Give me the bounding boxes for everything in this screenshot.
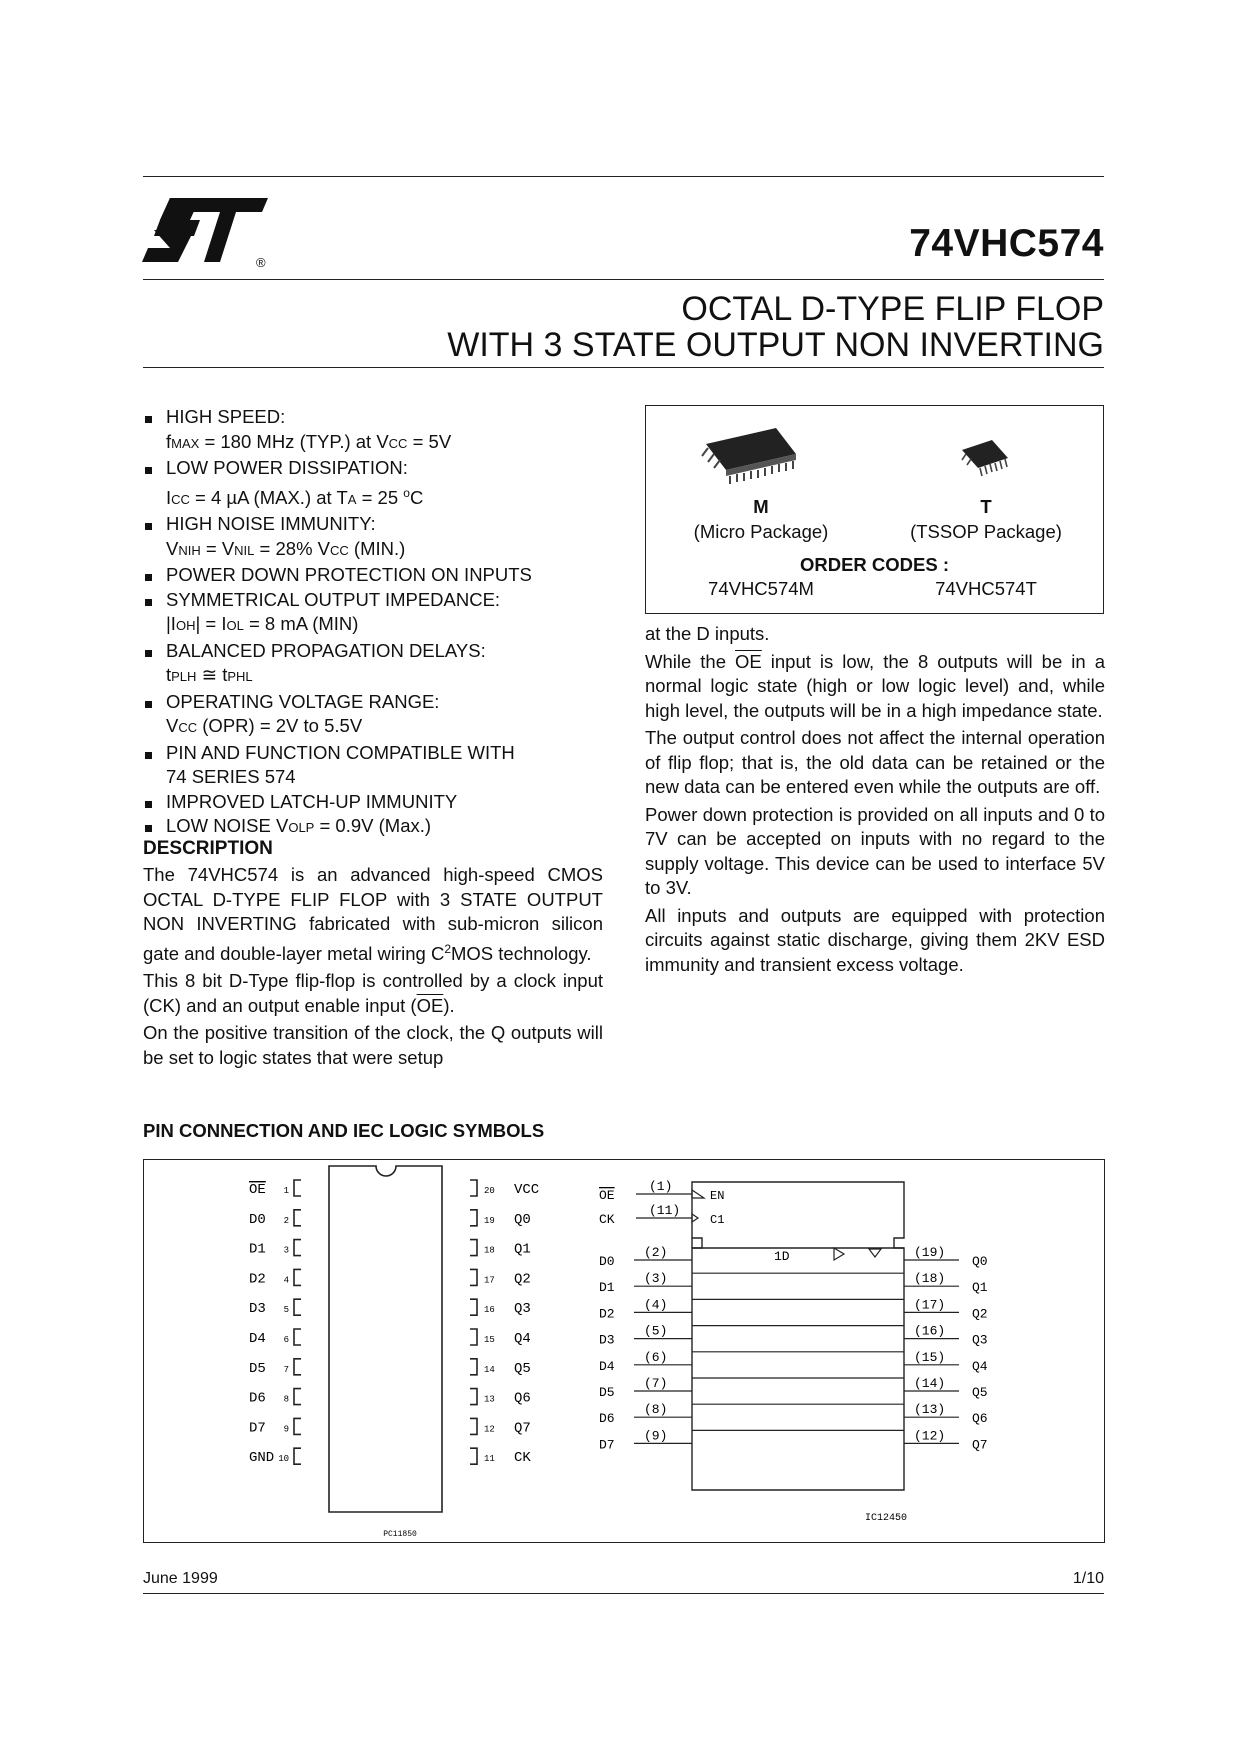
iec-input-number: (5) bbox=[644, 1323, 668, 1339]
pin-number-left: 9 bbox=[283, 1424, 289, 1435]
pin-name-right: Q4 bbox=[514, 1331, 531, 1347]
feature-item: IMPROVED LATCH-UP IMMUNITY bbox=[143, 790, 613, 815]
iec-data-output: Q4 bbox=[972, 1358, 988, 1374]
iec-data-input: D2 bbox=[599, 1306, 615, 1322]
iec-symbol-outline bbox=[692, 1182, 904, 1490]
pin-number-left: 1 bbox=[283, 1186, 289, 1196]
pin-stub bbox=[294, 1269, 301, 1285]
iec-data-input: D3 bbox=[599, 1332, 615, 1348]
pin-number-right: 17 bbox=[484, 1275, 495, 1286]
pin-stub bbox=[294, 1240, 301, 1256]
pin-name-left: D5 bbox=[249, 1360, 266, 1377]
iec-control-name: CK bbox=[599, 1212, 615, 1227]
description-paragraph-7: All inputs and outputs are equipped with protection circuits against static discharge, giving them 2KV ESD immunity and transient excess voltage. bbox=[645, 904, 1105, 975]
pin-stub bbox=[470, 1210, 477, 1226]
feature-item: PIN AND FUNCTION COMPATIBLE WITH bbox=[143, 741, 613, 766]
pin-name-left: D2 bbox=[249, 1271, 266, 1288]
feature-item: BALANCED PROPAGATION DELAYS: bbox=[143, 639, 613, 664]
pin-number-right: 15 bbox=[484, 1335, 495, 1345]
feature-item: POWER DOWN PROTECTION ON INPUTS bbox=[143, 563, 613, 588]
pin-stub bbox=[294, 1418, 301, 1434]
pin-name-right: Q1 bbox=[514, 1241, 531, 1258]
iec-control-label: C1 bbox=[710, 1213, 725, 1227]
footer-date: June 1999 bbox=[143, 1570, 218, 1587]
pin-name-right: Q6 bbox=[514, 1390, 531, 1407]
pin-diagrams-svg bbox=[144, 1160, 1104, 1542]
iec-data-input: D6 bbox=[599, 1411, 615, 1427]
feature-item: HIGH NOISE IMMUNITY: bbox=[143, 512, 613, 537]
feature-detail: tPLH ≅ tPHL bbox=[166, 664, 253, 686]
package-m-code: M bbox=[753, 496, 769, 517]
iec-data-output: Q5 bbox=[972, 1385, 988, 1400]
pin-number-right: 14 bbox=[484, 1364, 495, 1375]
iec-control-name: OE bbox=[599, 1188, 615, 1203]
description-paragraph-3-cont: at the D inputs. bbox=[645, 623, 770, 644]
package-box bbox=[645, 405, 1104, 614]
description-right-column bbox=[645, 622, 1105, 980]
pin-number-left: 6 bbox=[283, 1335, 289, 1345]
order-codes-title: ORDER CODES : bbox=[799, 554, 950, 575]
pin-stub bbox=[470, 1389, 477, 1405]
feature-item: HIGH SPEED: bbox=[143, 405, 613, 430]
description-heading: DESCRIPTION bbox=[143, 838, 273, 859]
iec-1d-label: 1D bbox=[774, 1249, 790, 1264]
pin-number-right: 19 bbox=[484, 1215, 495, 1226]
description-paragraph-6: Power down protection is provided on all inputs and 0 to 7V can be accepted on inputs with no regard to the supply voltage. This device can be used to interface 5V to 3V. bbox=[645, 803, 1105, 898]
pin-stub bbox=[294, 1299, 301, 1315]
pin-number-right: 16 bbox=[484, 1305, 495, 1316]
pin-name-left: D7 bbox=[249, 1420, 266, 1437]
iec-control-label: EN bbox=[710, 1189, 725, 1203]
iec-input-number: (7) bbox=[644, 1376, 668, 1391]
iec-input-number: (6) bbox=[644, 1349, 668, 1365]
feature-item: SYMMETRICAL OUTPUT IMPEDANCE: bbox=[143, 588, 613, 613]
pinout-code: PC11850 bbox=[383, 1530, 417, 1539]
pin-number-right: 12 bbox=[484, 1424, 495, 1435]
pin-stub bbox=[470, 1359, 477, 1375]
iec-data-input: D5 bbox=[599, 1385, 615, 1400]
feature-detail: |IOH| = IOL = 8 mA (MIN) bbox=[166, 613, 359, 635]
feature-item: OPERATING VOLTAGE RANGE: bbox=[143, 690, 613, 715]
iec-data-output: Q3 bbox=[972, 1332, 988, 1348]
iec-output-number: (12) bbox=[914, 1428, 946, 1444]
iec-output-number: (14) bbox=[914, 1376, 946, 1391]
pin-stub bbox=[294, 1329, 301, 1345]
iec-input-number: (3) bbox=[644, 1271, 668, 1287]
buffer-triangle-icon bbox=[834, 1248, 844, 1260]
pin-number-left: 5 bbox=[283, 1305, 289, 1316]
description-left-column bbox=[143, 863, 603, 1073]
top-rule bbox=[143, 176, 1104, 177]
pin-number-right: 11 bbox=[484, 1454, 495, 1465]
pin-stub bbox=[470, 1329, 477, 1345]
iec-output-number: (17) bbox=[914, 1297, 946, 1313]
pin-name-left: D1 bbox=[249, 1241, 266, 1258]
pin-stub bbox=[470, 1269, 477, 1285]
tssop-package-image bbox=[956, 434, 1016, 484]
pin-number-right: 18 bbox=[484, 1245, 495, 1256]
pin-stub bbox=[470, 1448, 477, 1464]
tristate-triangle-icon bbox=[869, 1249, 881, 1257]
pin-number-left: 8 bbox=[283, 1394, 289, 1405]
pin-number-left: 3 bbox=[283, 1245, 289, 1256]
description-paragraph-5: The output control does not affect the internal operation of flip flop; that is, the old data can be retained or the new data can be entered even while the outputs are off. bbox=[645, 727, 1105, 797]
iec-data-input: D0 bbox=[599, 1254, 615, 1269]
description-paragraph-1: The 74VHC574 is an advanced high-speed CMOS OCTAL D-TYPE FLIP FLOP with 3 STATE OUTPUT NON INVERTING fabricated with sub-micron silicon gate and double-layer metal wiring $C^2MOS$ technology. bbox=[143, 864, 603, 964]
package-m-name: (Micro Package) bbox=[693, 521, 829, 542]
iec-input-number: (2) bbox=[644, 1245, 668, 1260]
iec-input-number: (9) bbox=[644, 1428, 668, 1444]
part-number: 74VHC574 bbox=[909, 222, 1104, 265]
pin-number-right: 20 bbox=[484, 1186, 495, 1196]
iec-input-number: (8) bbox=[644, 1402, 668, 1418]
pin-stub bbox=[470, 1240, 477, 1256]
iec-data-output: Q7 bbox=[972, 1437, 988, 1453]
feature-detail: VNIH = VNIL = 28% VCC (MIN.) bbox=[166, 537, 406, 559]
pin-stub bbox=[294, 1359, 301, 1375]
title-line-2: WITH 3 STATE OUTPUT NON INVERTING bbox=[447, 326, 1104, 364]
iec-control-number: (11) bbox=[649, 1203, 681, 1218]
pin-name-left: GND bbox=[249, 1450, 275, 1467]
iec-data-input: D4 bbox=[599, 1358, 615, 1374]
title-rule bbox=[143, 367, 1104, 368]
iec-data-output: Q6 bbox=[972, 1411, 988, 1427]
pin-stub bbox=[294, 1389, 301, 1405]
iec-data-output: Q0 bbox=[972, 1254, 988, 1269]
order-code-t: 74VHC574T bbox=[935, 578, 1037, 599]
pin-name-right: Q2 bbox=[514, 1271, 531, 1288]
pin-name-left: OE bbox=[249, 1182, 266, 1198]
feature-item: LOW NOISE VOLP = 0.9V (Max.) bbox=[143, 814, 613, 841]
iec-data-output: Q2 bbox=[972, 1306, 988, 1322]
package-t-code: T bbox=[980, 496, 992, 517]
feature-detail: 74 SERIES 574 bbox=[166, 766, 296, 788]
pin-name-right: Q0 bbox=[514, 1211, 531, 1228]
chip-body bbox=[329, 1166, 442, 1512]
pin-name-left: D0 bbox=[249, 1211, 266, 1228]
pin-name-right: VCC bbox=[514, 1182, 540, 1198]
iec-output-number: (16) bbox=[914, 1323, 946, 1339]
pin-stub bbox=[470, 1418, 477, 1434]
features-list bbox=[143, 405, 613, 841]
pin-name-right: Q7 bbox=[514, 1420, 531, 1437]
pin-number-left: 4 bbox=[283, 1275, 289, 1286]
pin-stub bbox=[294, 1180, 301, 1196]
so-package-image bbox=[696, 424, 806, 490]
iec-code: IC12450 bbox=[864, 1513, 908, 1524]
pin-number-right: 13 bbox=[484, 1394, 495, 1405]
order-code-m: 74VHC574M bbox=[708, 578, 814, 599]
pin-number-left: 7 bbox=[283, 1364, 289, 1375]
footer-rule bbox=[143, 1593, 1104, 1594]
pin-stub bbox=[294, 1210, 301, 1226]
pin-name-right: Q3 bbox=[514, 1301, 531, 1318]
registered-mark: ® bbox=[256, 255, 266, 270]
iec-output-number: (15) bbox=[914, 1349, 946, 1365]
iec-output-number: (18) bbox=[914, 1271, 946, 1287]
feature-detail: fMAX = 180 MHz (TYP.) at VCC = 5V bbox=[166, 430, 452, 452]
feature-detail: ICC = 4 µA (MAX.) at TA = 25 $^o$C bbox=[166, 485, 424, 508]
description-paragraph-4: While the $\overline{OE}$ input is low, the 8 outputs will be in a normal logic state (high or low logic level) and, while high level, the outputs will be in a high impedance state. bbox=[645, 650, 1105, 721]
iec-data-input: D1 bbox=[599, 1280, 615, 1296]
pin-name-left: D6 bbox=[249, 1390, 266, 1407]
iec-data-output: Q1 bbox=[972, 1280, 988, 1296]
footer-page: 1/10 bbox=[1072, 1570, 1104, 1587]
feature-detail: VCC (OPR) = 2V to 5.5V bbox=[166, 715, 363, 737]
package-t-name: (TSSOP Package) bbox=[910, 521, 1062, 542]
iec-data-input: D7 bbox=[599, 1437, 615, 1453]
iec-output-number: (19) bbox=[914, 1245, 946, 1260]
iec-output-number: (13) bbox=[914, 1402, 946, 1418]
feature-item: LOW POWER DISSIPATION: bbox=[143, 456, 613, 481]
pins-section-heading: PIN CONNECTION AND IEC LOGIC SYMBOLS bbox=[143, 1120, 545, 1141]
description-paragraph-3: On the positive transition of the clock, the Q outputs will be set to logic states that were setup bbox=[143, 1022, 603, 1068]
header-rule bbox=[143, 279, 1104, 280]
pin-stub bbox=[294, 1448, 301, 1464]
pin-stub bbox=[470, 1299, 477, 1315]
title-line-1: OCTAL D-TYPE FLIP FLOP bbox=[681, 290, 1104, 328]
description-paragraph-2: This 8 bit D-Type flip-flop is controlled by a clock input (CK) and an output enable input $(\overline{OE})$. bbox=[143, 970, 603, 1016]
pin-stub bbox=[470, 1180, 477, 1196]
pin-name-left: D3 bbox=[249, 1301, 266, 1318]
pin-name-right: CK bbox=[514, 1450, 531, 1467]
iec-control-number: (1) bbox=[649, 1179, 673, 1194]
pin-diagram-box bbox=[143, 1159, 1105, 1543]
iec-input-number: (4) bbox=[644, 1297, 668, 1313]
pin-number-left: 10 bbox=[278, 1454, 289, 1465]
pin-name-right: Q5 bbox=[514, 1360, 531, 1377]
pin-name-left: D4 bbox=[249, 1331, 266, 1347]
pin-number-left: 2 bbox=[283, 1215, 289, 1226]
